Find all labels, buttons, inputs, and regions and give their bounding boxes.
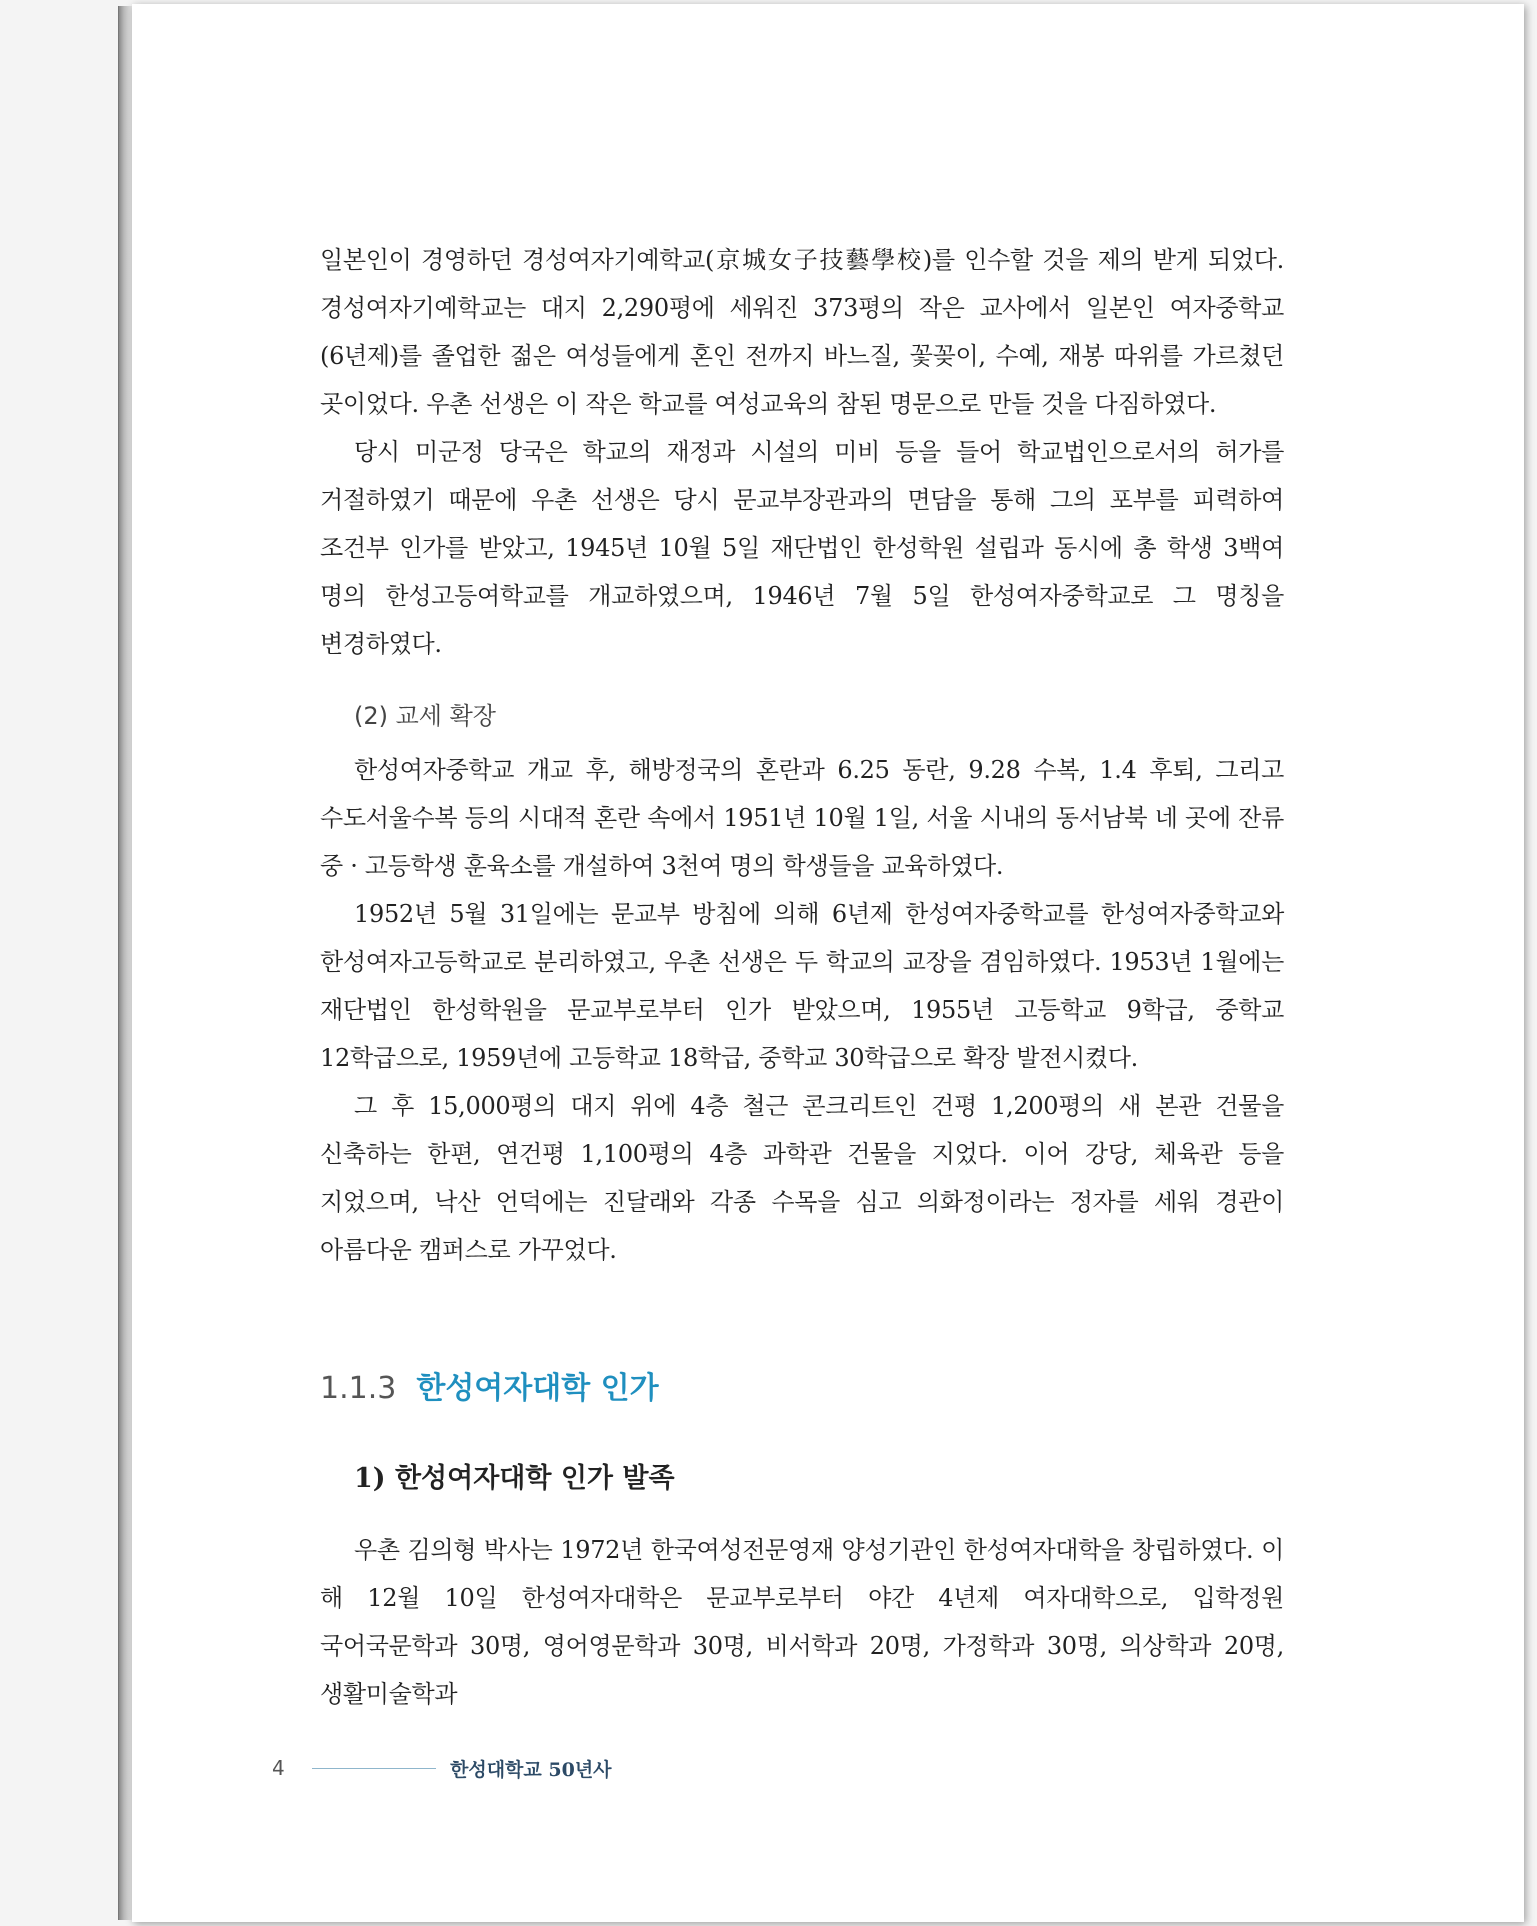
page-body	[320, 236, 1284, 1718]
paragraph-3: 한성여자중학교 개교 후, 해방정국의 혼란과 6.25 동란, 9.28 수복, 1.4 후퇴, 그리고 수도서울수복 등의 시대적 혼란 속에서 1951년 10월 1일, 서울 시내의 동서남북 네 곳에 잔류 중 · 고등학생 훈육소를 개설하여 3천여 명의 학생들을 교육하였다.	[320, 756, 1284, 880]
page-spine-edge	[118, 6, 133, 1920]
paragraph-2: 당시 미군정 당국은 학교의 재정과 시설의 미비 등을 들어 학교법인으로서의 허가를 거절하였기 때문에 우촌 선생은 당시 문교부장관과의 면담을 통해 그의 포부를 피력하여 조건부 인가를 받았고, 1945년 10월 5일 재단법인 한성학원 설립과 동시에 총 학생 3백여 명의 한성고등여학교를 개교하였으며, 1946년 7월 5일 한성여자중학교로 그 명칭을 변경하였다.	[320, 438, 1284, 658]
subheading-expansion: (2) 교세 확장	[354, 702, 496, 730]
subsection-heading: 1) 한성여자대학 인가 발족	[354, 1463, 675, 1494]
section-title: 한성여자대학 인가	[416, 1371, 659, 1406]
paragraph-1: 일본인이 경영하던 경성여자기예학교(京城女子技藝學校)를 인수할 것을 제의 받게 되었다. 경성여자기예학교는 대지 2,290평에 세워진 373평의 작은 교사에서 일본인 여자중학교(6년제)를 졸업한 젊은 여성들에게 혼인 전까지 바느질, 꽃꽂이, 수예, 재봉 따위를 가르쳤던 곳이었다. 우촌 선생은 이 작은 학교를 여성교육의 참된 명문으로 만들 것을 다짐하였다.	[320, 246, 1284, 418]
paragraph-5: 그 후 15,000평의 대지 위에 4층 철근 콘크리트인 건평 1,200평의 새 본관 건물을 신축하는 한편, 연건평 1,100평의 4층 과학관 건물을 지었다. 이어 강당, 체육관 등을 지었으며, 낙산 언덕에는 진달래와 각종 수목을 심고 의화정이라는 정자를 세워 경관이 아름다운 캠퍼스로 가꾸었다.	[320, 1092, 1284, 1264]
footer-book-title: 한성대학교 50년사	[450, 1758, 612, 1781]
section-number: 1.1.3	[320, 1371, 397, 1406]
document-page	[132, 4, 1524, 1922]
paragraph-6: 우촌 김의형 박사는 1972년 한국여성전문영재 양성기관인 한성여자대학을 창립하였다. 이 해 12월 10일 한성여자대학은 문교부로부터 야간 4년제 여자대학으로, 입학정원 국어국문학과 30명, 영어영문학과 30명, 비서학과 20명, 가정학과 30명, 의상학과 20명, 생활미술학과	[320, 1536, 1284, 1708]
paragraph-4: 1952년 5월 31일에는 문교부 방침에 의해 6년제 한성여자중학교를 한성여자중학교와 한성여자고등학교로 분리하였고, 우촌 선생은 두 학교의 교장을 겸임하였다. 1953년 1월에는 재단법인 한성학원을 문교부로부터 인가 받았으며, 1955년 고등학교 9학급, 중학교 12학급으로, 1959년에 고등학교 18학급, 중학교 30학급으로 확장 발전시켰다.	[320, 900, 1284, 1072]
page-footer	[272, 1748, 612, 1788]
footer-divider	[312, 1768, 436, 1769]
section-heading	[320, 1362, 1284, 1416]
page-number: 4	[272, 1756, 285, 1780]
